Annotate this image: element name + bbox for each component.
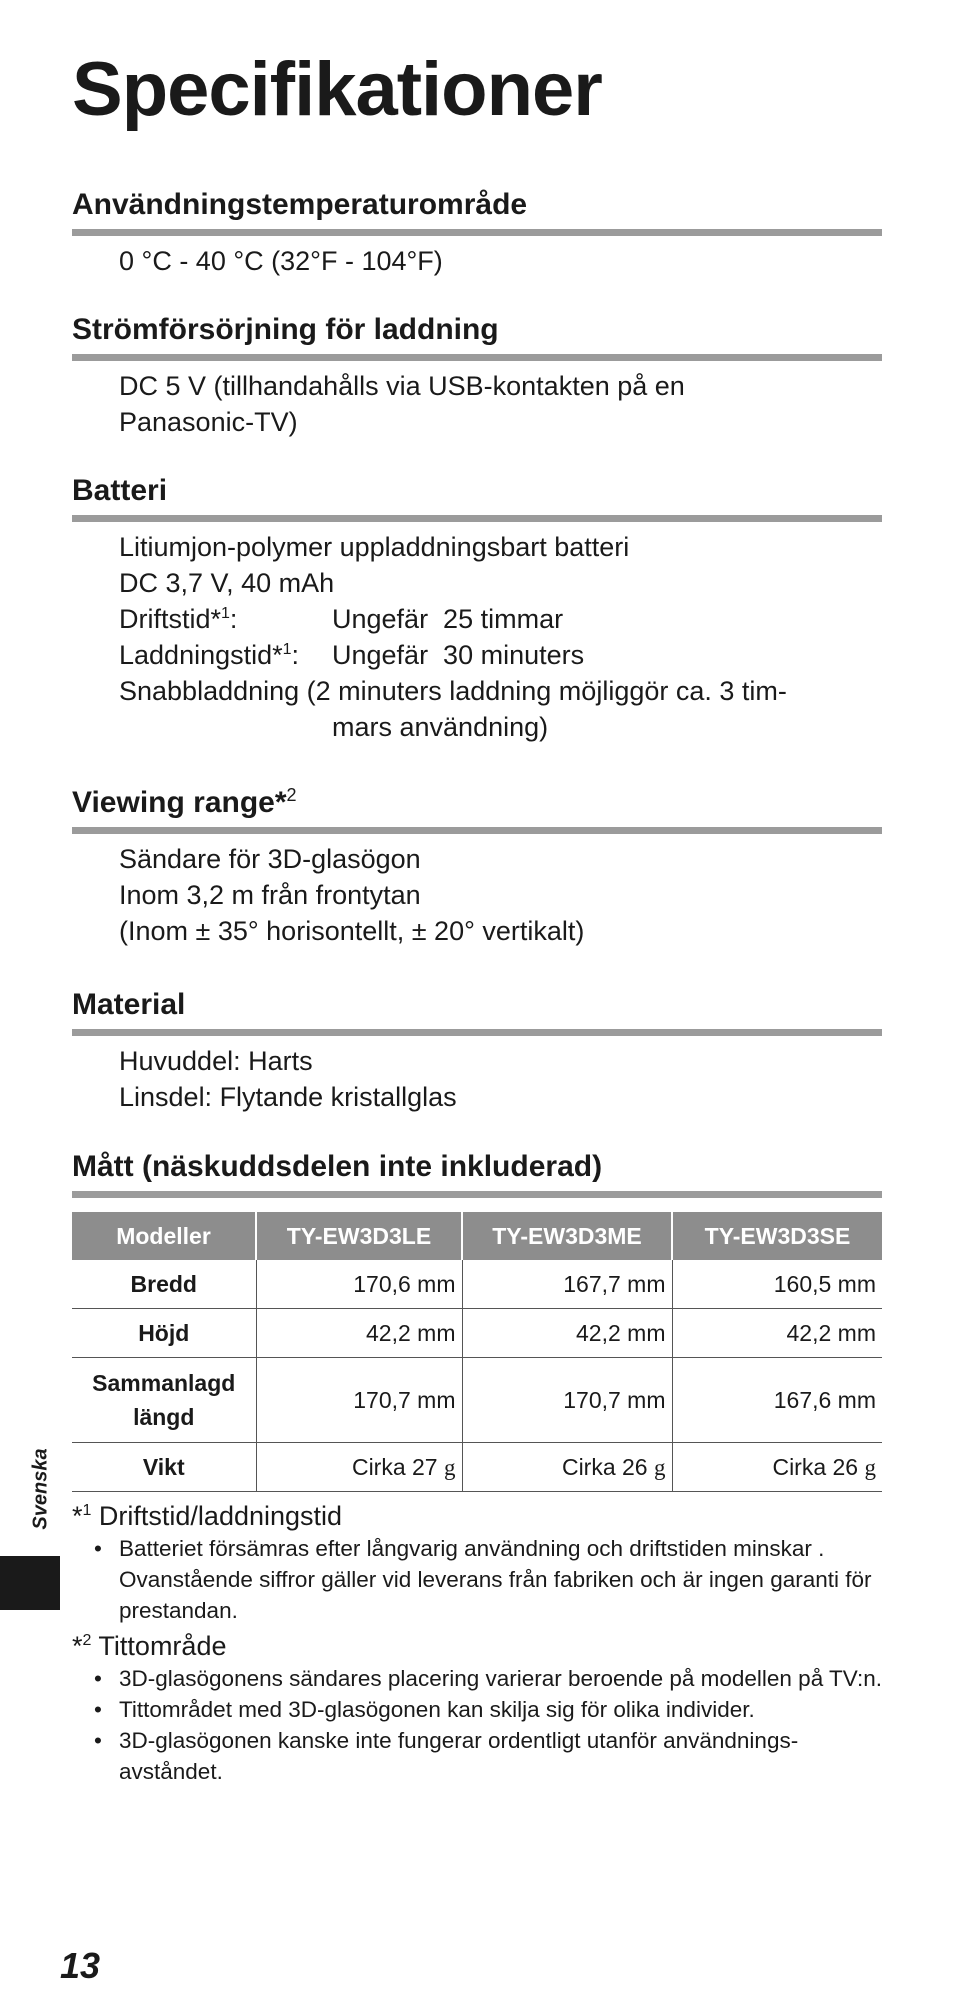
footnote-heading: *$^1$ Driftstid/laddningstid	[72, 1501, 343, 1531]
table-cell: 42,2 mm	[256, 1309, 462, 1358]
table-cell: 160,5 mm	[672, 1260, 882, 1309]
section-heading: Strömförsörjning för laddning	[72, 313, 882, 361]
section-body	[119, 841, 882, 949]
table-header: TY-EW3D3ME	[462, 1212, 672, 1260]
section-heading: Batteri	[72, 474, 882, 522]
list-item: • 3D-glasögonens sändares placering varierar beroende på modellen på TV:n.	[94, 1666, 882, 1691]
section-heading: Viewing range*$^2$	[72, 786, 882, 834]
quick-charge-cont: mars användning)	[332, 711, 549, 742]
section-heading: Material	[72, 988, 882, 1036]
language-tab-label: Svenska	[29, 1448, 52, 1530]
table-cell: Cirka 26 g	[462, 1443, 672, 1492]
table-cell: 170,6 mm	[256, 1260, 462, 1309]
table-cell: Cirka 27 g	[256, 1443, 462, 1492]
footnote-heading: *$^2$ Tittområde	[72, 1631, 227, 1661]
list-item: • 3D-glasögonen kanske inte fungerar ordentligt utanför användnings-avståndet.	[94, 1728, 799, 1784]
section-heading: Mått (näskuddsdelen inte inkluderad)	[72, 1150, 882, 1198]
runtime-value: Ungefär 25 timmar	[332, 603, 564, 634]
runtime-row	[119, 601, 882, 637]
language-tab-marker	[0, 1556, 60, 1610]
quick-charge-line: Snabbladdning (2 minuters laddning möjliggör ca. 3 tim-	[119, 675, 787, 706]
page-title: Specifikationer	[72, 47, 602, 132]
material-line-2: Linsdel: Flytande kristallglas	[119, 1081, 457, 1112]
charge-value: Ungefär 30 minuters	[332, 639, 585, 670]
section-body	[119, 368, 882, 440]
list-item: • Batteriet försämras efter långvarig användning och driftstiden minskar . Ovanstående siffror gäller vid leverans från fabriken och är ingen garanti för prestandan.	[94, 1536, 872, 1623]
battery-rating: DC 3,7 V, 40 mAh	[119, 567, 335, 598]
footnote-list	[72, 1663, 882, 1787]
table-cell: Cirka 26 g	[672, 1443, 882, 1492]
section-body	[119, 243, 882, 279]
viewing-line-2: Inom 3,2 m från frontytan	[119, 879, 421, 910]
table-row	[72, 1358, 882, 1443]
section-body	[119, 529, 882, 745]
table-header: TY-EW3D3LE	[256, 1212, 462, 1260]
row-label: Bredd	[72, 1260, 256, 1309]
section-material	[72, 988, 882, 1115]
footnote-list	[72, 1533, 882, 1626]
list-item: • Tittområdet med 3D-glasögonen kan skilja sig för olika individer.	[94, 1697, 755, 1722]
page-number: 13	[60, 1945, 101, 1986]
charge-label: Laddningstid*$^1$:	[119, 639, 300, 670]
battery-type: Litiumjon-polymer uppladdningsbart batteri	[119, 531, 630, 562]
power-line-2: Panasonic-TV)	[119, 406, 298, 437]
row-label: Höjd	[72, 1309, 256, 1358]
table-header: Modeller	[72, 1212, 256, 1260]
table-header: TY-EW3D3SE	[672, 1212, 882, 1260]
viewing-line-1: Sändare för 3D-glasögon	[119, 843, 421, 874]
footnote-1	[72, 1499, 882, 1626]
section-dimensions	[72, 1150, 882, 1198]
dimensions-table	[72, 1212, 882, 1492]
temperature-range: 0 °C - 40 °C (32°F - 104°F)	[119, 245, 443, 276]
section-heading: Användningstemperaturområde	[72, 188, 882, 236]
table-cell: 170,7 mm	[256, 1358, 462, 1443]
table-cell: 167,6 mm	[672, 1358, 882, 1443]
charge-row	[119, 637, 882, 673]
table-cell: 42,2 mm	[462, 1309, 672, 1358]
material-line-1: Huvuddel: Harts	[119, 1045, 313, 1076]
section-viewing-range	[72, 786, 882, 949]
table-cell: 167,7 mm	[462, 1260, 672, 1309]
power-line-1: DC 5 V (tillhandahålls via USB-kontakten på en	[119, 370, 685, 401]
table-cell: 170,7 mm	[462, 1358, 672, 1443]
footnote-2	[72, 1629, 882, 1787]
section-temperature	[72, 188, 882, 279]
table-header-row	[72, 1212, 882, 1260]
table-row	[72, 1443, 882, 1492]
runtime-label: Driftstid*$^1$:	[119, 603, 238, 634]
section-battery	[72, 474, 882, 745]
row-label: Vikt	[72, 1443, 256, 1492]
section-body	[119, 1043, 882, 1115]
table-row	[72, 1260, 882, 1309]
row-label: Sammanlagd längd	[72, 1358, 256, 1443]
table-cell: 42,2 mm	[672, 1309, 882, 1358]
viewing-line-3: (Inom ± 35° horisontellt, ± 20° vertikalt)	[119, 915, 585, 946]
section-power	[72, 313, 882, 440]
table-row	[72, 1309, 882, 1358]
